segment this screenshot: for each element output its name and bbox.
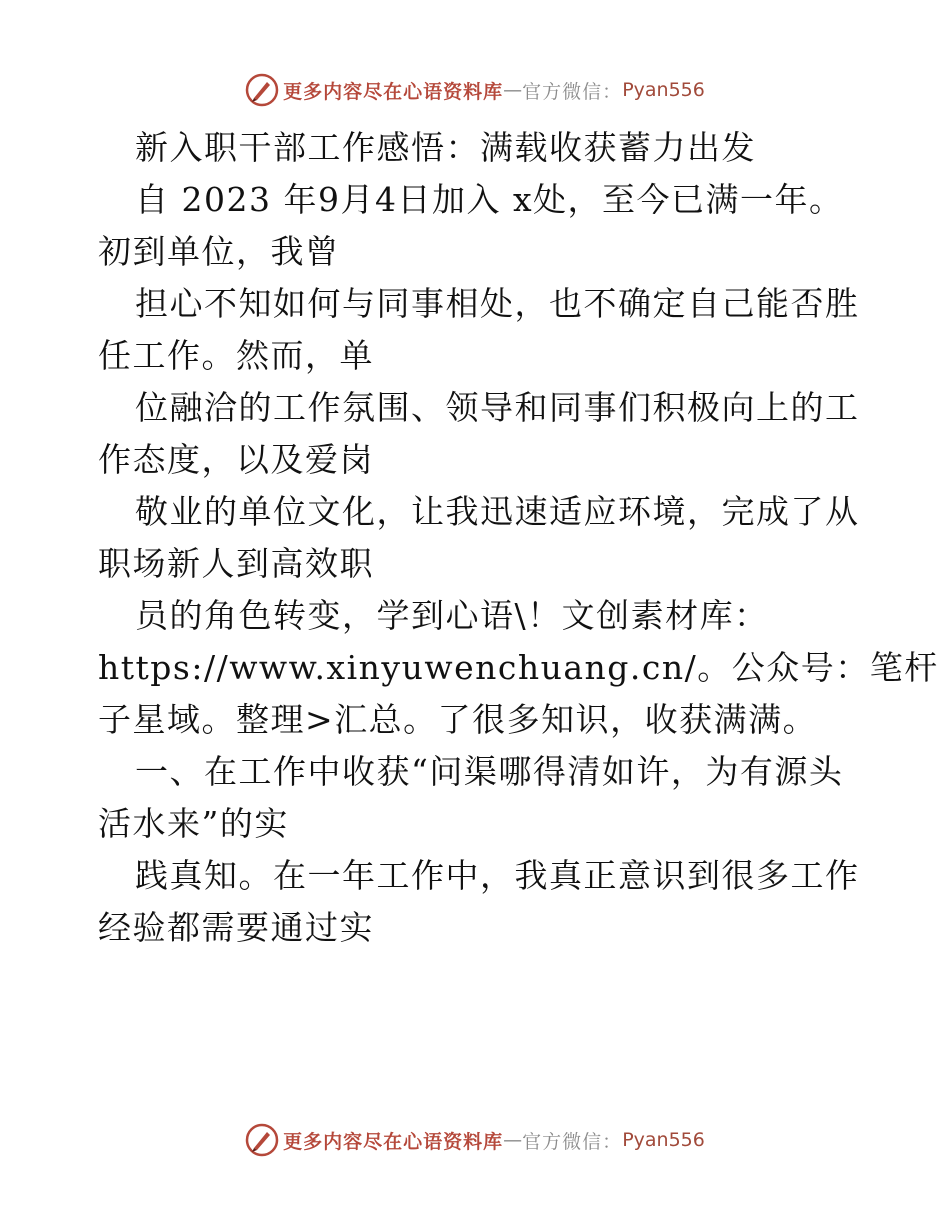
text-line: 经验都需要通过实 <box>98 908 374 947</box>
wechat-id: Pyan556 <box>622 1129 705 1151</box>
quill-pen-logo-icon <box>245 1123 279 1157</box>
text-line: 担心不知如何与同事相处，也不确定自己能否胜 <box>135 284 860 323</box>
text-line: 作态度，以及爱岗 <box>98 440 374 479</box>
site-name: 更多内容尽在心语资料库 <box>283 1130 504 1153</box>
text-line: 自 2023 年9月4日加入 x处，至今已满一年。 <box>135 180 844 219</box>
text-line: https://www.xinyuwenchuang.cn/。公众号：笔杆 <box>98 648 939 687</box>
banner-separator: — <box>503 79 523 101</box>
site-name: 更多内容尽在心语资料库 <box>283 80 504 103</box>
text-line: 践真知。在一年工作中，我真正意识到很多工作 <box>135 856 860 895</box>
text-line: 敬业的单位文化，让我迅速适应环境，完成了从 <box>135 492 860 531</box>
footer-watermark <box>0 1120 950 1160</box>
text-line: 子星域。整理>汇总。了很多知识，收获满满。 <box>98 700 818 739</box>
wechat-label: 官方微信： <box>522 80 623 103</box>
text-line: 职场新人到高效职 <box>98 544 374 583</box>
text-line: 活水来”的实 <box>98 804 289 843</box>
text-line: 一、在工作中收获“问渠哪得清如许，为有源头 <box>135 752 844 791</box>
text-line: 位融洽的工作氛围、领导和同事们积极向上的工 <box>135 388 860 427</box>
quill-pen-logo-icon <box>245 73 279 107</box>
banner-separator: — <box>503 1129 523 1151</box>
text-line: 新入职干部工作感悟：满载收获蓄力出发 <box>135 128 756 167</box>
wechat-label: 官方微信： <box>522 1130 623 1153</box>
text-line: 员的角色转变，学到心语\！文创素材库： <box>135 596 769 635</box>
text-line: 初到单位，我曾 <box>98 232 340 271</box>
header-watermark <box>0 70 950 110</box>
wechat-id: Pyan556 <box>622 79 705 101</box>
document-body <box>98 122 939 954</box>
text-line: 任工作。然而，单 <box>98 336 374 375</box>
